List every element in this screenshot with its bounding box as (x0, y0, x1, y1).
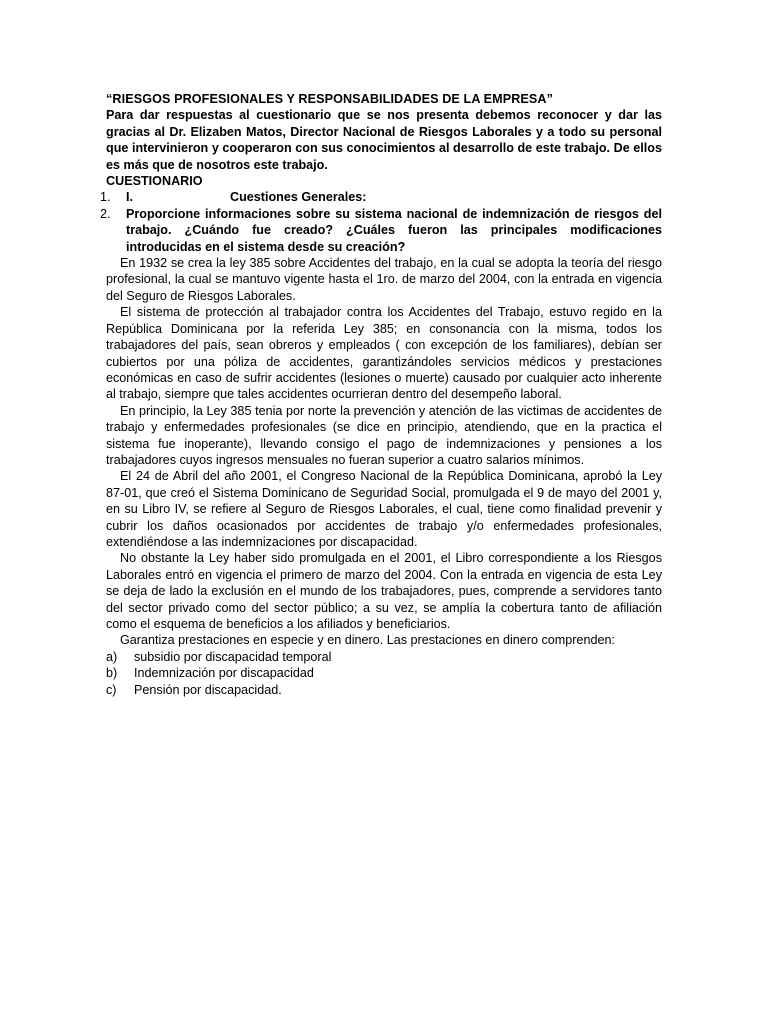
section-heading: CUESTIONARIO (106, 174, 203, 189)
body-paragraph-1: En 1932 se crea la ley 385 sobre Accidentes del trabajo, en la cual se adopta la teoría del riesgo profesional, la cual se mantuvo vigente hasta el 1ro. de marzo del 2004, con la entrada en vigencia del Seguro de Riesgos Laborales. (106, 256, 662, 303)
body-paragraph-3: En principio, la Ley 385 tenia por norte la prevención y atención de las victimas de accidentes de trabajo y enfermedades profesionales (se dice en principio, atendiendo, que en la practica el sistema fue inoperante), llevando consigo el pago de indemnizaciones y pensiones a los trabajadores cuyos ingresos mensuales no fueran superior a cuatro salarios mínimos. (106, 403, 662, 467)
lettered-item-a (106, 649, 662, 665)
numbered-item-1 (100, 189, 662, 205)
item-text: subsidio por discapacidad temporal (134, 649, 332, 664)
lettered-item-b (106, 665, 662, 681)
item-letter: b) (106, 666, 118, 681)
numbered-item-2 (100, 206, 662, 255)
body-paragraph-6: Garantiza prestaciones en especie y en dinero. Las prestaciones en dinero comprenden: (120, 633, 615, 648)
item-letter: a) (106, 649, 118, 664)
body-paragraph-5: No obstante la Ley haber sido promulgada en el 2001, el Libro correspondiente a los Riesgos Laborales entró en vigencia el primero de marzo del 2004. Con la entrada en vigencia de esta Ley se deja de lado la exclusión en el mundo de los trabajadores, pues, comprende a servidores tanto del sector privado como del sector público; a su vez, se amplía la cobertura tanto de afiliación como el esquema de beneficios a los afiliados y beneficiarios. (106, 551, 662, 631)
item-text: Indemnización por discapacidad (134, 666, 314, 681)
item-text: Pensión por discapacidad. (134, 682, 282, 697)
lettered-item-c (106, 682, 662, 698)
item-letter: c) (106, 682, 117, 697)
item-text: Cuestiones Generales: (230, 190, 367, 205)
item-number: 1. (100, 190, 111, 205)
item-number: 2. (100, 206, 111, 221)
body-paragraph-2: El sistema de protección al trabajador contra los Accidentes del Trabajo, estuvo regido en la República Dominicana por la referida Ley 385; en consonancia con la misma, todos los trabajadores del país, sean obreros y empleados ( con excepción de los familiares), debían ser cubiertos por una póliza de accidentes, garantizándoles servicios médicos y prestaciones económicas en caso de sufrir accidentes (lesiones o muerte) causado por cualquier acto inherente al trabajo, siempre que tales accidentes ocurrieran dentro del desempeño laboral. (106, 305, 662, 402)
document-title: “RIESGOS PROFESIONALES Y RESPONSABILIDADES DE LA EMPRESA” (106, 92, 554, 106)
intro-paragraph: Para dar respuestas al cuestionario que se nos presenta debemos reconocer y dar las gracias al Dr. Elizaben Matos, Director Nacional de Riesgos Laborales y a todo su personal que intervinieron y cooperaron con sus conocimientos al desarrollo de este trabajo. De ellos es más que de nosotros este trabajo. (106, 108, 662, 172)
document-page (100, 91, 662, 698)
item-text: Proporcione informaciones sobre su sistema nacional de indemnización de riesgos del trabajo. ¿Cuándo fue creado? ¿Cuáles fueron las principales modificaciones introducidas en el sistema desde su creación? (126, 206, 662, 254)
body-paragraph-4: El 24 de Abril del año 2001, el Congreso Nacional de la República Dominicana, aprobó la Ley 87-01, que creó el Sistema Dominicano de Seguridad Social, promulgada el 9 de mayo del 2001 y, en su Libro IV, se refiere al Seguro de Riesgos Laborales, el cual, tiene como finalidad prevenir y cubrir los daños ocasionados por accidentes de trabajo y/o enfermedades profesionales, extendiéndose a las indemnizaciones por discapacidad. (106, 469, 662, 549)
roman-numeral: I. (126, 190, 133, 205)
